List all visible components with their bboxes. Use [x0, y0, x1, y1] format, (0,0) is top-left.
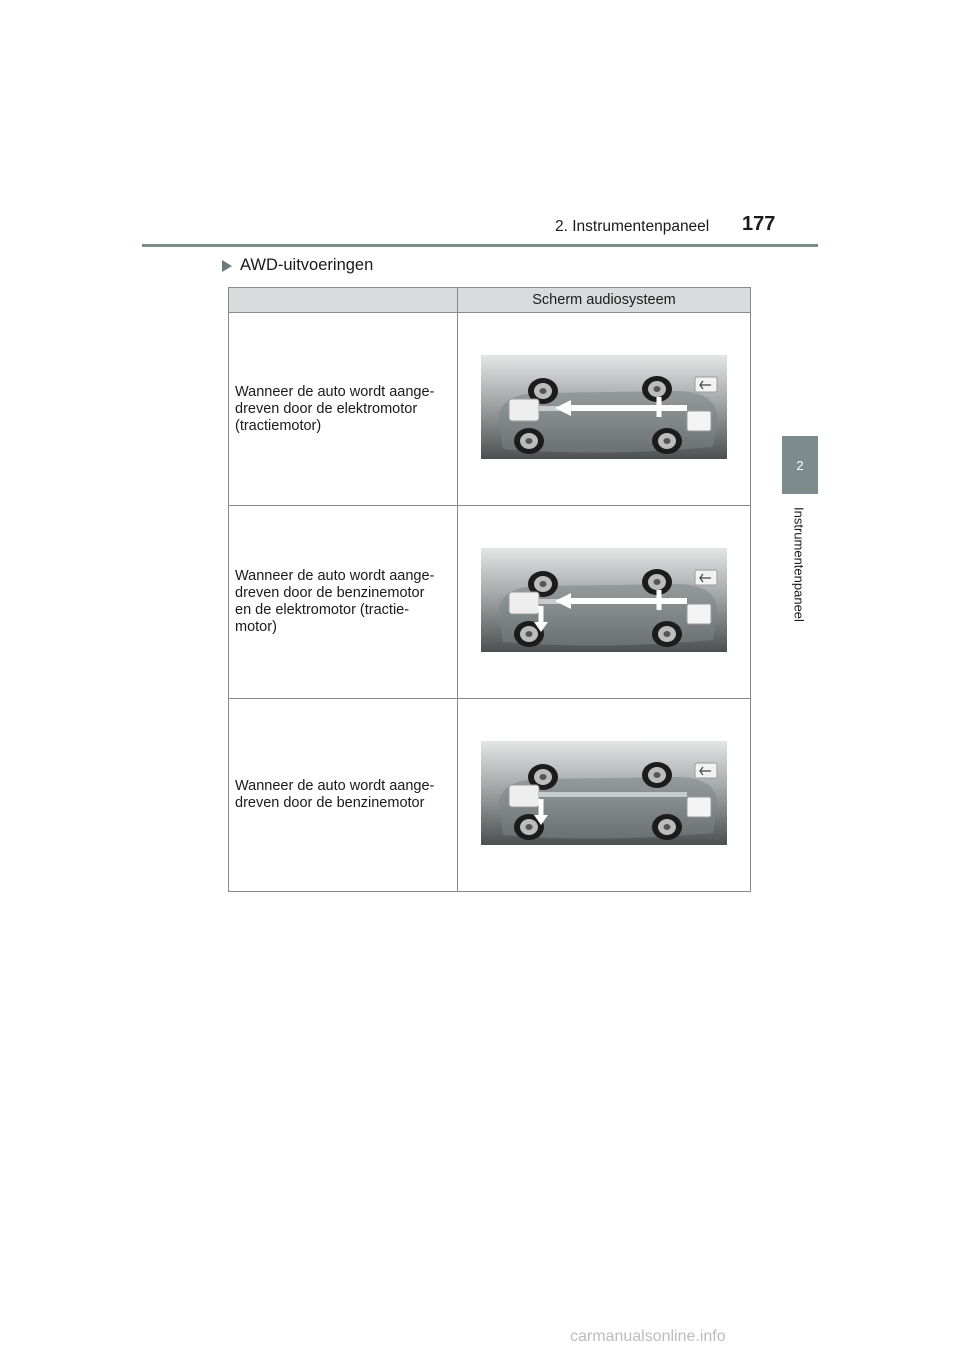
row-description-text: Wanneer de auto wordt aange- dreven door de benzinemotor — [235, 778, 435, 811]
engine-icon — [509, 399, 539, 421]
section-heading — [222, 256, 373, 275]
battery-icon — [687, 604, 711, 624]
row-description-text: Wanneer de auto wordt aange- dreven door de benzinemotor en de elektromotor (tractie- motor) — [235, 568, 435, 635]
petrol-engine-drive-display — [481, 741, 727, 845]
table-header-row — [229, 288, 751, 313]
petrol-and-electric-drive-display — [481, 548, 727, 652]
chapter-tab-label: Instrumentenpaneel — [791, 507, 807, 622]
wheel-icon — [642, 762, 672, 788]
engine-icon — [509, 592, 539, 614]
table-header-empty — [229, 288, 458, 313]
wheel-icon — [652, 621, 682, 647]
wheel-icon — [652, 428, 682, 454]
drive-mode-table — [228, 287, 751, 892]
wheel-icon — [652, 814, 682, 840]
page-number: 177 — [742, 213, 776, 235]
chapter-number: 2 — [796, 457, 804, 473]
row-screen-cell — [458, 699, 751, 892]
table-row — [229, 506, 751, 699]
table-row — [229, 313, 751, 506]
electric-motor-drive-display — [481, 355, 727, 459]
row-description — [229, 313, 458, 506]
watermark: carmanualsonline.info — [570, 1328, 726, 1345]
triangle-right-icon — [222, 260, 232, 272]
header-section-title: 2. Instrumentenpaneel — [555, 218, 710, 235]
table-row — [229, 699, 751, 892]
row-description-text: Wanneer de auto wordt aange- dreven door de elektromotor (tractiemotor) — [235, 383, 435, 434]
wheel-icon — [514, 428, 544, 454]
table-header-screen: Scherm audiosysteem — [458, 288, 751, 313]
row-description — [229, 699, 458, 892]
row-description — [229, 506, 458, 699]
header-divider — [142, 244, 818, 247]
drive-shaft — [539, 792, 687, 797]
battery-icon — [687, 797, 711, 817]
engine-icon — [509, 785, 539, 807]
chapter-tab — [782, 436, 818, 494]
battery-icon — [687, 411, 711, 431]
section-heading-text: AWD-uitvoeringen — [240, 256, 374, 274]
row-screen-cell — [458, 506, 751, 699]
row-screen-cell — [458, 313, 751, 506]
